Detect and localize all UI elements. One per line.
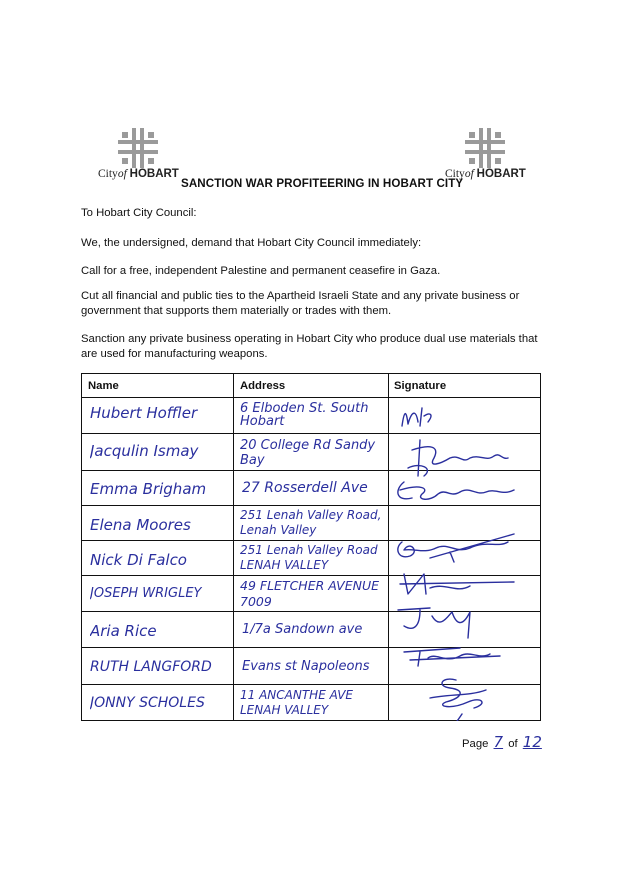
hobart-emblem-icon — [465, 128, 505, 168]
signature-scribbles — [390, 398, 541, 721]
row-3-signature — [398, 482, 514, 499]
logo-caption: Cityof HOBART — [445, 168, 526, 180]
column-header-name: Name — [88, 380, 119, 392]
demand-3: Sanction any private business operating in Hobart City who produce dual use materials that are used for manufacturing weapons. — [81, 333, 538, 360]
demand-2: Cut all financial and public ties to the Apartheid Israeli State and any private business or government that supports them materially or trades with them. — [81, 290, 520, 317]
row-6-name: JOSEPH WRIGLEY — [90, 586, 202, 601]
column-header-address: Address — [240, 380, 286, 392]
row-8-name: RUTH LANGFORD — [90, 659, 212, 675]
city-of-hobart-logo-right — [445, 128, 526, 180]
row-4-signature — [398, 534, 514, 562]
row-2-name: Jacqulin Ismay — [90, 442, 199, 460]
demand-intro: We, the undersigned, demand that Hobart City Council immediately: — [81, 237, 422, 249]
row-4-address: 251 Lenah Valley Road, Lenah Valley — [240, 508, 382, 537]
hobart-emblem-icon — [118, 128, 158, 168]
row-7-address: 1/7a Sandown ave — [242, 622, 363, 637]
row-7-name: Aria Rice — [90, 622, 157, 640]
row-2-address: 20 College Rd Sandy Bay — [240, 438, 376, 468]
row-5-address: 251 Lenah Valley Road LENAH VALLEY — [240, 543, 378, 572]
row-9-address: 11 ANCANTHE AVE LENAH VALLEY — [240, 688, 353, 717]
row-6-signature — [398, 608, 470, 638]
row-8-address: Evans st Napoleons — [242, 659, 370, 674]
signature-table — [81, 373, 541, 721]
page-current: 7 — [493, 733, 504, 751]
row-6-address: 49 FLETCHER AVENUE 7009 — [240, 578, 380, 609]
logo-caption: Cityof HOBART — [98, 168, 179, 180]
row-3-name: Emma Brigham — [90, 480, 207, 498]
row-9-name: JONNY SCHOLES — [90, 695, 205, 711]
city-of-hobart-logo-left — [98, 128, 179, 180]
row-1-name: Hubert Hoffler — [90, 404, 198, 422]
row-2-signature — [408, 440, 508, 476]
salutation: To Hobart City Council: — [81, 207, 197, 219]
row-5-name: Nick Di Falco — [90, 551, 187, 569]
column-header-signature: Signature — [394, 380, 447, 392]
row-7-signature — [404, 648, 500, 666]
demand-1: Call for a free, independent Palestine and permanent ceasefire in Gaza. — [81, 265, 441, 277]
row-1-address: 6 Elboden St. South Hobart — [240, 402, 369, 428]
petition-title: SANCTION WAR PROFITEERING IN HOBART CITY — [181, 177, 464, 190]
row-3-address: 27 Rosserdell Ave — [242, 480, 368, 496]
page-number: Page 7 of 12 — [462, 733, 542, 751]
row-8-signature — [430, 679, 486, 708]
row-9-signature — [430, 714, 462, 721]
row-4-name: Elena Moores — [90, 516, 191, 534]
row-5-signature — [400, 574, 514, 594]
row-1-signature — [402, 408, 431, 426]
page-total: 12 — [522, 733, 542, 751]
